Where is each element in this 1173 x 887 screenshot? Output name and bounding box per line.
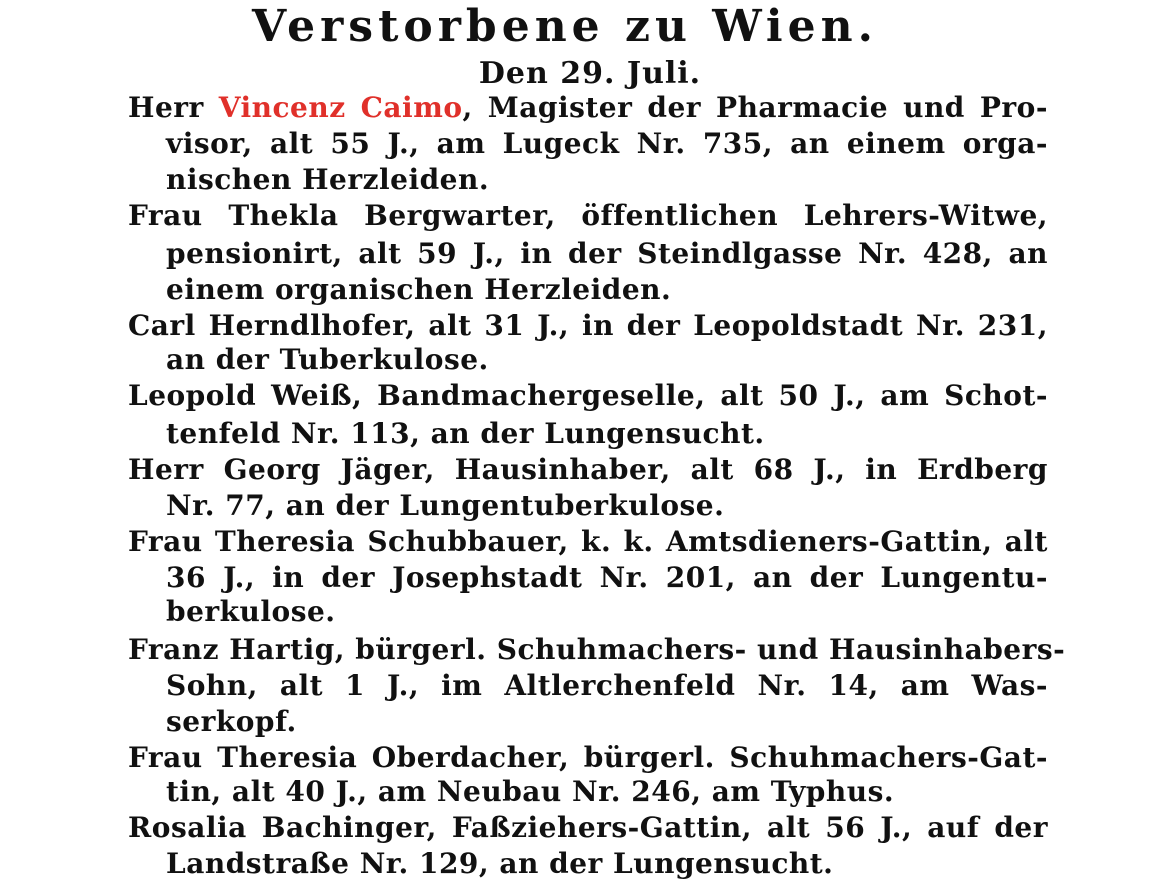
entry-line: pensionirt, alt 59 J., in der Steindlgasse Nr. 428, an [166, 237, 1048, 270]
entry-line: Frau Thekla Bergwarter, öffentlichen Lehrers-Witwe, [128, 199, 1048, 232]
entry-line: tenfeld Nr. 113, an der Lungensucht. [166, 417, 765, 450]
entry-text: Herr Vincenz Caimo, Magister der Pharmacie und Pro- [128, 91, 1048, 124]
entry-line: visor, alt 55 J., am Lugeck Nr. 735, an einem orga- [166, 127, 1048, 160]
entry-line: tin, alt 40 J., am Neubau Nr. 246, am Typhus. [166, 775, 895, 808]
entry-line: Landstraße Nr. 129, an der Lungensucht. [166, 847, 834, 880]
entry-line: Frau Theresia Schubbauer, k. k. Amtsdieners-Gattin, alt [128, 525, 1048, 558]
entry-line: an der Tuberkulose. [166, 343, 489, 376]
highlighted-name: Vincenz Caimo [218, 91, 463, 124]
entry-line: Nr. 77, an der Lungentuberkulose. [166, 489, 725, 522]
entry-line: Rosalia Bachinger, Faßziehers-Gattin, alt 56 J., auf der [128, 811, 1048, 844]
entry-line: einem organischen Herzleiden. [166, 273, 672, 306]
date-heading: Den 29. Juli. [478, 56, 702, 91]
entry-line: nischen Herzleiden. [166, 163, 490, 196]
entry-line: Frau Theresia Oberdacher, bürgerl. Schuhmachers-Gat- [128, 741, 1048, 774]
entry-line: serkopf. [166, 705, 297, 738]
page-title: Verstorbene zu Wien. [252, 1, 878, 52]
entry-line: Herr Georg Jäger, Hausinhaber, alt 68 J., in Erdberg [128, 453, 1048, 486]
entry-line: 36 J., in der Josephstadt Nr. 201, an der Lungentu- [166, 561, 1048, 594]
entry-line: Sohn, alt 1 J., im Altlerchenfeld Nr. 14, am Was- [166, 669, 1048, 702]
entry-line: Franz Hartig, bürgerl. Schuhmachers- und Hausinhabers- [128, 633, 1066, 666]
entry-line: Carl Herndlhofer, alt 31 J., in der Leopoldstadt Nr. 231, [128, 309, 1048, 342]
entry-line: Leopold Weiß, Bandmachergeselle, alt 50 J., am Schot- [128, 379, 1048, 412]
entry-line: berkulose. [166, 595, 336, 628]
entry-line [128, 90, 1048, 126]
